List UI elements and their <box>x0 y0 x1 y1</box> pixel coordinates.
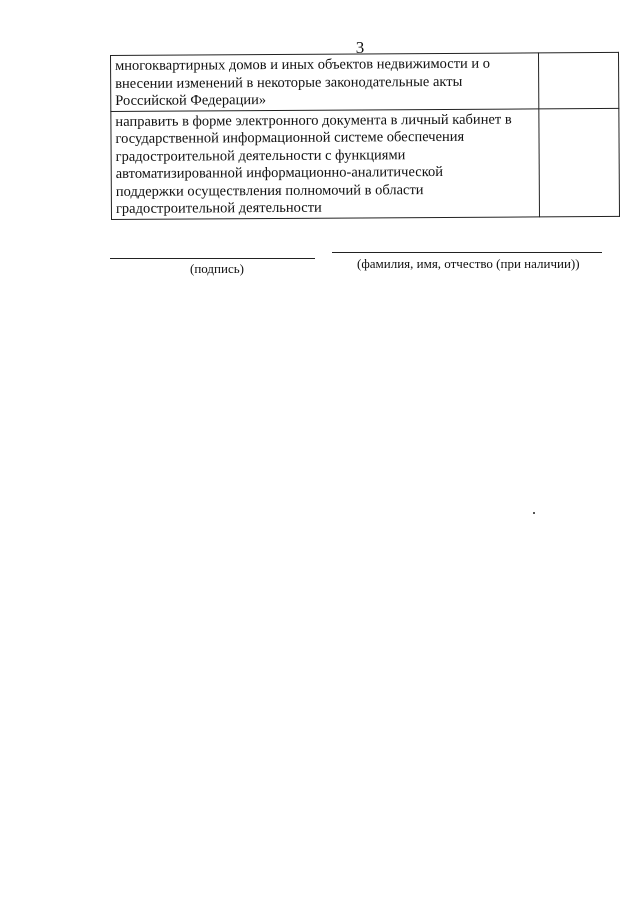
page-number: 3 <box>355 38 365 57</box>
cell-text-line: градостроительной деятельности с функциями <box>115 146 406 165</box>
statement-table <box>110 52 620 220</box>
table-row <box>111 108 620 219</box>
table-row <box>111 52 619 111</box>
cell-text-line: автоматизированной информационно-аналитической <box>115 163 444 182</box>
scan-speck <box>533 512 535 514</box>
full-name-caption: (фамилия, имя, отчество (при наличии)) <box>357 256 580 271</box>
table-cell-text <box>111 53 539 111</box>
cell-text-line: внесении изменений в некоторые законодательные акты <box>115 73 463 92</box>
signature-line[interactable] <box>110 258 315 259</box>
checkbox-cell[interactable] <box>538 52 618 108</box>
cell-text-line: многоквартирных домов и иных объектов недвижимости и о <box>115 55 491 74</box>
checkbox-cell[interactable] <box>539 108 620 216</box>
cell-text-line: Российской Федерации» <box>115 92 267 109</box>
full-name-line[interactable] <box>332 252 602 253</box>
signature-block <box>0 246 640 286</box>
table-cell-text <box>111 108 540 219</box>
cell-text-line: поддержки осуществления полномочий в области <box>115 181 424 200</box>
cell-text-line: градостроительной деятельности <box>115 199 322 217</box>
cell-text-line: государственной информационной системе обеспечения <box>115 128 465 147</box>
cell-text-line: направить в форме электронного документа в личный кабинет в <box>115 111 512 130</box>
signature-caption: (подпись) <box>190 261 244 276</box>
